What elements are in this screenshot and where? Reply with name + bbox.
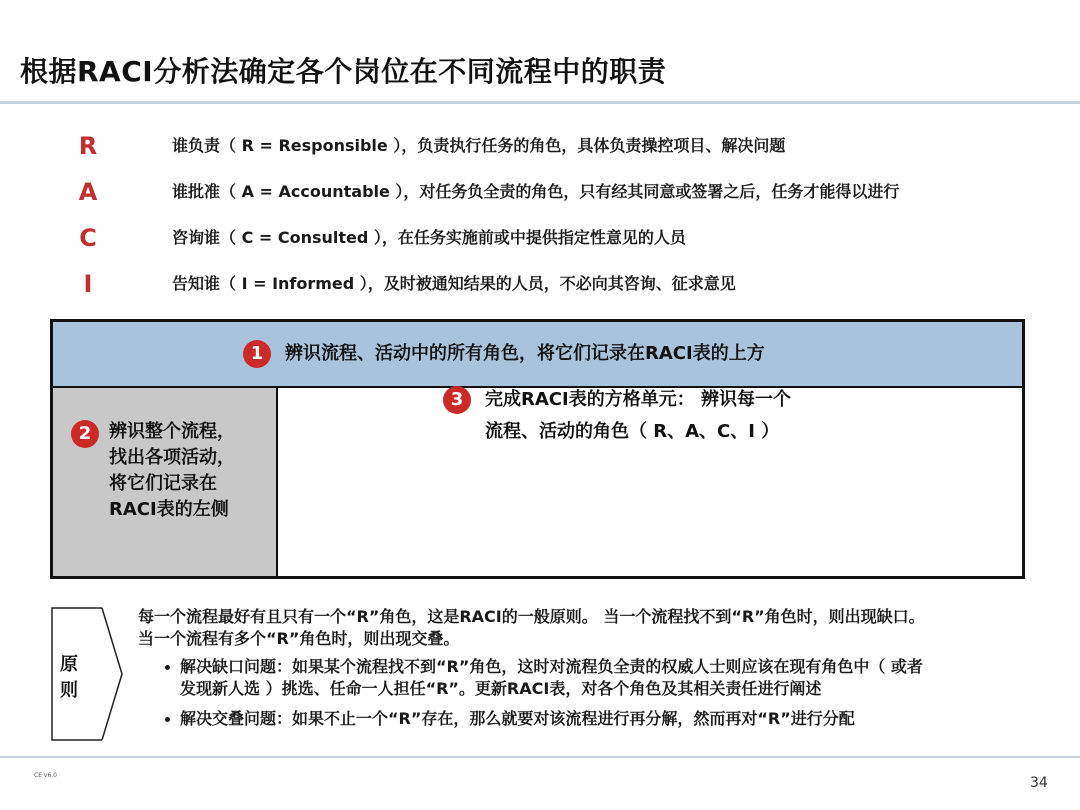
raci-row-r [0,128,1080,164]
raci-letter: A [78,178,98,206]
title-divider [0,101,1080,104]
footer-divider [0,756,1080,758]
step-2-line: 找出各项活动， [109,447,235,468]
principle-intro-line: 当一个流程有多个“R”角色时，则出现交叠。 [138,629,460,648]
raci-description: 告知谁（ I = Informed ），及时被通知结果的人员，不必向其咨询、征求意见 [172,274,736,293]
step-2-line: RACI表的左侧 [109,499,229,520]
principle-intro-line: 每一个流程最好有且只有一个“R”角色，这是RACI的一般原则。 当一个流程找不到“R”角色时，则出现缺口。 [138,607,925,626]
raci-letter: C [79,224,97,252]
principle-text [138,606,1058,730]
step-1-text: 辨识流程、活动中的所有角色，将它们记录在RACI表的上方 [285,343,765,364]
bullet-gap-line: 发现新人选 ）挑选、任命一人担任“R”。更新RACI表，对各个角色及其相关责任进行阐述 [180,679,822,698]
page-number: 34 [1030,775,1048,791]
table-left-column [53,388,278,576]
principle-label-char: 则 [60,680,78,701]
step-1 [243,339,765,368]
table-header-band [53,322,1022,388]
principle-bullet-gap [138,656,1058,700]
raci-description: 谁批准（ A = Accountable ），对任务负全责的角色，只有经其同意或签署之后，任务才能得以进行 [172,182,900,201]
bullet-overlap-line: 解决交叠问题：如果不止一个“R”存在，那么就要对该流程进行再分解，然而再对“R”进行分配 [180,709,855,728]
principle-label [60,652,84,704]
bullet-gap-line: 解决缺口问题：如果某个流程找不到“R”角色，这时对流程负全责的权威人士则应该在现有角色中（ 或者 [180,657,923,676]
principle-bullet-overlap [138,708,1058,730]
bullet-dot [165,665,170,670]
step-3-line: 完成RACI表的方格单元： 辨识每一个 [485,389,791,410]
step-3-line: 流程、活动的角色（ R、A、C、I ） [485,421,780,442]
raci-letter: I [83,270,93,298]
step-2-line: 辨识整个流程， [109,421,235,442]
raci-row-a [0,174,1080,210]
raci-letter: R [78,132,98,160]
raci-table-diagram [50,319,1025,579]
raci-row-i [0,266,1080,302]
raci-description: 咨询谁（ C = Consulted ），在任务实施前或中提供指定性意见的人员 [172,228,686,247]
principle-label-char: 原 [60,654,78,675]
step-number-badge: 2 [71,420,99,448]
version-label: CE v6.0 [34,772,57,779]
bullet-dot [165,717,170,722]
raci-description: 谁负责（ R = Responsible ），负责执行任务的角色，具体负责操控项目、解决问题 [172,136,786,155]
step-number-badge: 1 [243,340,271,368]
step-number-badge: 3 [443,386,471,414]
page-title: 根据RACI分析法确定各个岗位在不同流程中的职责 [20,55,667,88]
principle-bracket [50,606,130,742]
raci-row-c [0,220,1080,256]
step-2-line: 将它们记录在 [109,473,217,494]
